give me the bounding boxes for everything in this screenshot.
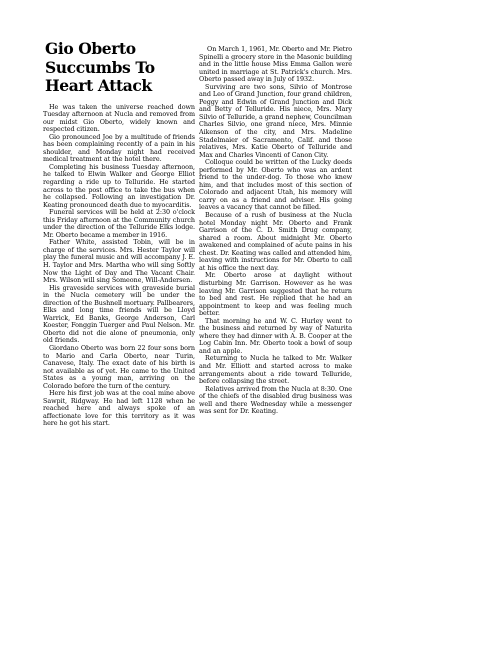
paragraph: He was taken the universe reached down Tuesday afternoon at Nucla and removed from our midst Gio Oberto, widely known and respected citizen. bbox=[43, 102, 195, 134]
right-column bbox=[199, 46, 352, 612]
paragraph: Returning to Nucla he talked to Mr. Walker and Mr. Elliott and started across to make arrangements about a ride toward Telluride, before collapsing the street. bbox=[199, 354, 352, 386]
headline: Gio Oberto Succumbs To Heart Attack bbox=[45, 39, 155, 95]
paragraph: Gio pronounced Joe by a multitude of friends has been complaining recently of a pain in his shoulder, and Monday night had received medical treatment at the hotel there. bbox=[43, 132, 195, 164]
left-column bbox=[43, 32, 195, 612]
paragraph: Completing his business Tuesday afternoon, he talked to Elwin Walker and George Elliot regarding a ride up to Telluride. He started across to the post office to take the bus when he collapsed. Following an investigation Dr. Keating pronounced death due to myocarditis. bbox=[43, 162, 195, 209]
left-column-body bbox=[43, 104, 195, 429]
paragraph: Father White, assisted Tobin, will be in charge of the services. Mrs. Hester Taylor will play the funeral music and will accompany J. E. H. Taylor and Mrs. Martha who will sing Softly Now the Light of Day and The Vacant Chair. Mrs. Wilson will sing Someone, Will-Andersen. bbox=[43, 238, 195, 285]
paragraph: Surviving are two sons, Silvio of Montrose and Leo of Grand Junction, four grand children, Peggy and Edwin of Grand Junction and Dick and Betty of Telluride. His niece, Mrs. Mary Silvio of Telluride, a grand nephew, Councilman Charles Silvio, one grand niece, Mrs. Minnie Aikenson of the city, and Mrs. Madeline Stadelmaier of Sacramento, Calif. and those relatives, Mrs. Katie Oberto of Telluride and Max and Charles Vincenti of Canon City. bbox=[199, 82, 352, 159]
paragraph: On March 1, 1961, Mr. Oberto and Mr. Pietro Spinelli a grocery store in the Masonic building and in the little house Miss Emma Gallon were united in marriage at St. Patrick's church. Mrs. Oberto passed away in July of 1932. bbox=[199, 46, 352, 84]
paragraph: Relatives arrived from the Nucla at 8:30. One of the chiefs of the disabled drug business was well and there Wednesday while a messenger was sent for Dr. Keating. bbox=[199, 384, 352, 416]
paragraph: Because of a rush of business at the Nucla hotel Monday night Mr. Oberto and Frank Garrison of the C. D. Smith Drug company, shared a room. About midnight Mr. Oberto awakened and complained of acute pains in his chest. Dr. Keating was called and attended him, leaving with instructions for Mr. Oberto to call at his office the next day. bbox=[199, 211, 352, 272]
newspaper-clipping bbox=[43, 32, 459, 612]
paragraph: Mr. Oberto arose at daylight without disturbing Mr. Garrison. However as he was leaving Mr. Garrison suggested that he return to bed and rest. He replied that he had an appointment to keep and was feeling much better. bbox=[199, 271, 352, 318]
paragraph: That morning he and W. C. Hurley went to the business and returned by way of Naturita where they had dinner with A. B. Cooper at the Log Cabin Inn. Mr. Oberto took a bowl of soup and an apple. bbox=[199, 316, 352, 355]
paragraph: Funeral services will be held at 2:30 o'clock this Friday afternoon at the Community church under the direction of the Telluride Elks lodge. Mr. Oberto became a member in 1916. bbox=[43, 208, 195, 239]
paragraph: His graveside services with graveside burial in the Nucla cemetery will be under the direction of the Bushnell mortuary. Pallbearers, Elks and long time friends will be Lloyd Warrick, Ed Banks, George Anderson, Carl Koester, Fonggin Tuerger and Paul Nelson. Mr. Oberto did not die alone of pneumonia, only old friends. bbox=[43, 283, 195, 345]
paragraph: Colloque could be written of the Lucky deeds performed by Mr. Oberto who was an ardent friend to the under-dog. To those who knew him, and that includes most of this section of Colorado and adjacent Utah, his memory will carry on as a friend and adviser. His going leaves a vacancy that cannot be filled. bbox=[199, 158, 352, 212]
paragraph: Here his first job was at the coal mine above Sawpit, Ridgway. He had left 1128 when he reached here and always spoke of an affectionate love for this territory as it was here he got his start. bbox=[43, 389, 195, 428]
paragraph: Giordano Oberto was born 22 four sons born to Mario and Carla Oberto, near Turin, Canavese, Italy. The exact date of his birth is not available as of yet. He came to the United States as a young man, arriving on the Colorado before the turn of the century. bbox=[43, 344, 195, 390]
